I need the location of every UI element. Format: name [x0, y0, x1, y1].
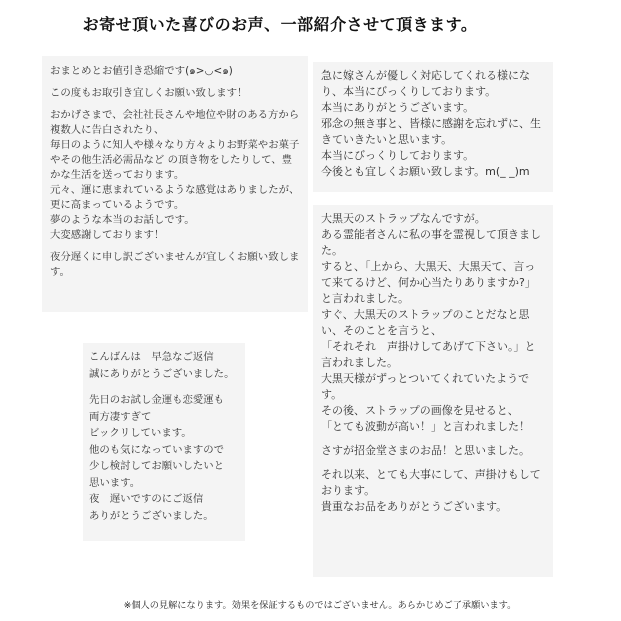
disclaimer-footnote: ※個人の見解になります。効果を保証するものではございません。あらかじめご了承願います。	[123, 600, 517, 611]
testimonial-paragraph: 大黒天のストラップなんですが。 ある霊能者さんに私の事を霊視して頂きました。 すると、「上から、大黒天、大黒天て、言って来てるけど、何か心当たりありますか?」 と言われました。 すぐ、大黒天のストラップのことだなと思い、そのことを言うと、 「それそれ 声掛けしてあげて下さい。」と言われました。 大黒天様がずっとついてくれていたようです。 その後、ストラップの画像を見せると、 「とても波動が高い！」と言われました！	[321, 212, 541, 433]
testimonial-card-3	[313, 205, 553, 577]
testimonial-paragraph: こんばんは 早急なご返信 誠にありがとうございました。	[89, 351, 235, 380]
testimonial-card-4	[83, 343, 245, 541]
testimonial-paragraph: おまとめとお値引き恐縮です(๑>◡<๑)	[50, 65, 233, 77]
testimonial-paragraph: 夜分遅くに申し訳ございませんが宜しくお願い致します。	[50, 251, 300, 278]
testimonial-paragraph: 急に嫁さんが優しく対応してくれる様になり、本当にびっくりしております。 本当にありがとうございます。 邪念の無き事と、皆様に感謝を忘れずに、生きていきたいと思います。 本当にびっくりしております。 今後とも宜しくお願い致します。m(_ _)m	[321, 69, 541, 178]
testimonial-paragraph: それ以来、とても大事にして、声掛けもしております。 貴重なお品をありがとうございます。	[321, 468, 541, 513]
testimonial-paragraph: 先日のお試し金運も恋愛運も 両方凄すぎて ビックリしています。 他のも気になっていますので 少し検討してお願いしたいと 思います。 夜 遅いですのにご返信 ありがとうございました。	[89, 394, 225, 522]
testimonial-paragraph: さすが招金堂さまのお品！と思いました。	[321, 444, 530, 457]
testimonial-paragraph: この度もお取引き宜しくお願い致します！	[50, 87, 248, 99]
testimonial-card-1	[42, 56, 308, 312]
testimonial-paragraph: おかげさまで、会社社長さんや地位や財のある方から複数人に告白されたり、 毎日のように知人や様々なり方々よりお野菜やお菓子やその他生活必需品など の頂き物をしたりして、豊かな生活を送っております。 元々、運に恵まれているような感覚はありましたが、更に高まっているようです。 夢のような本当のお話しです。 大変感謝しております！	[50, 109, 300, 241]
testimonial-card-2	[313, 62, 553, 192]
page-title: お寄せ頂いた喜びのお声、一部紹介させて頂きます。	[82, 15, 478, 34]
